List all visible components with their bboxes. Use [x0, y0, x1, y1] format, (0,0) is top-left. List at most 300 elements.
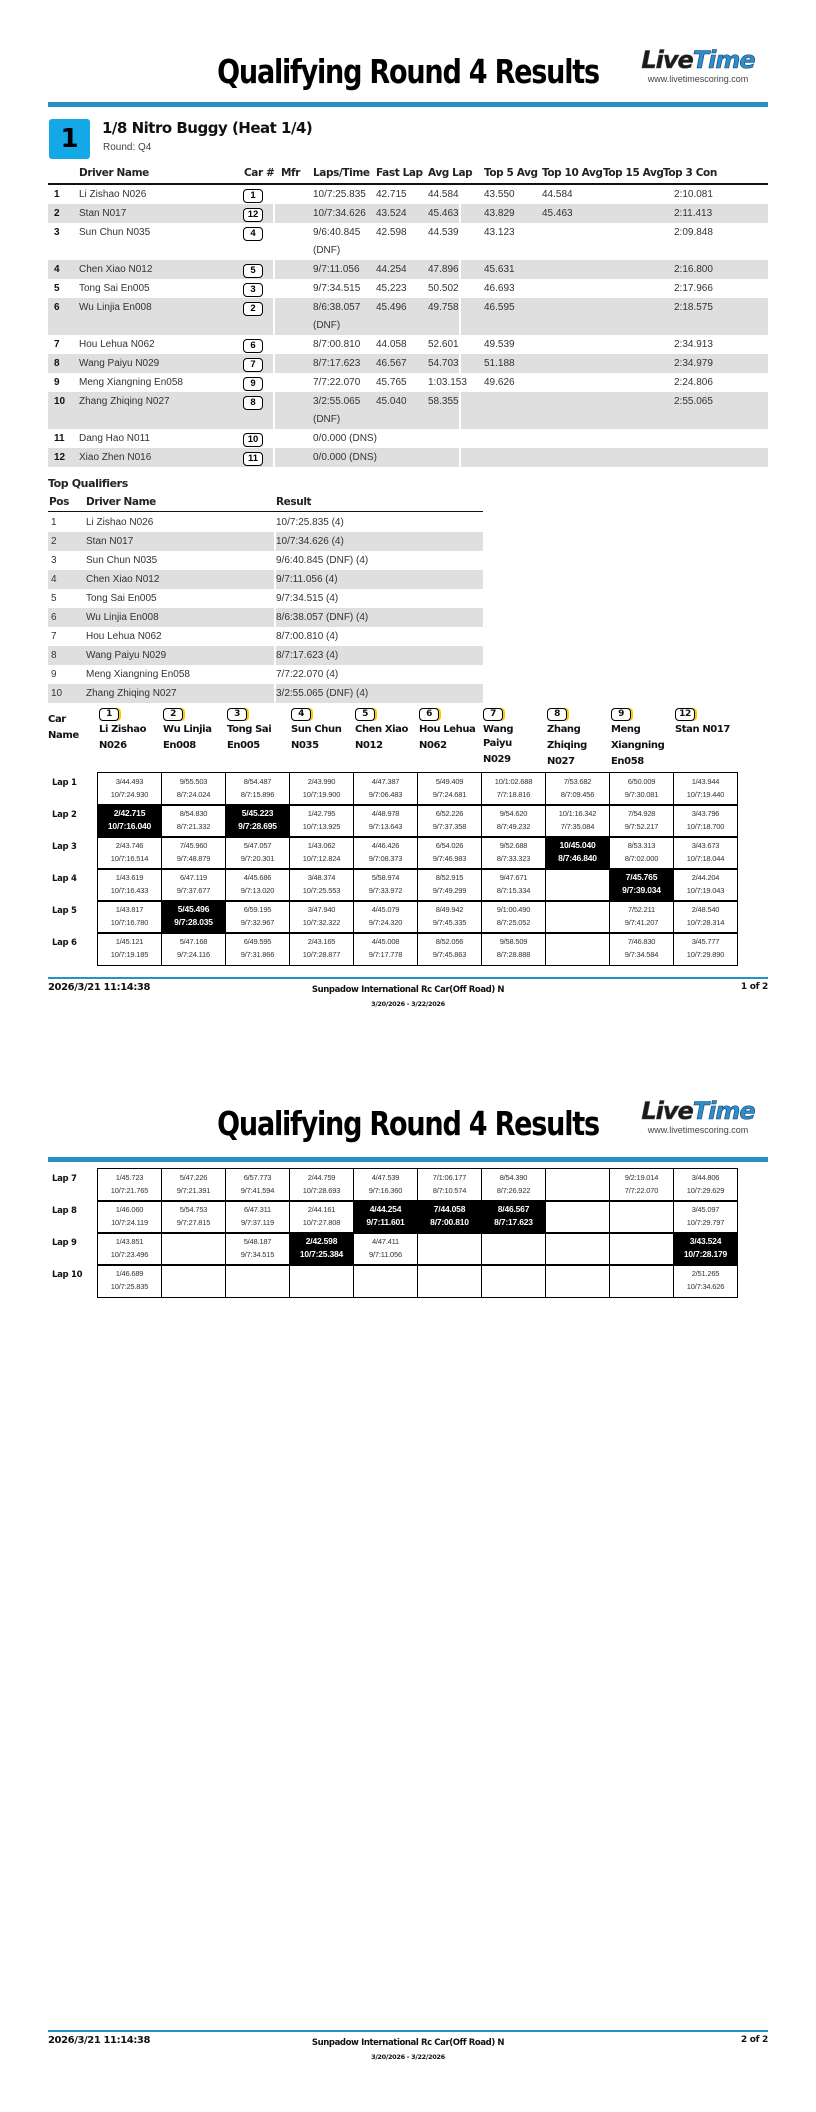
lap-cell[interactable] [417, 836, 482, 870]
lap-cell[interactable] [673, 772, 738, 806]
laps-total-time: 10/7:16.040 [107, 821, 152, 831]
results-row[interactable] [48, 392, 768, 429]
lap-cell[interactable] [609, 1168, 674, 1202]
lap-row [48, 900, 768, 932]
lap-cell[interactable] [417, 1168, 482, 1202]
cell-driver: Li Zishao N026 [79, 189, 147, 200]
lap-cell[interactable] [225, 868, 290, 902]
driver-name: Wu Linjia En008 [86, 612, 159, 623]
col-laps-time: Laps/Time [313, 167, 370, 179]
results-row[interactable] [48, 279, 768, 298]
lap-cell[interactable] [97, 836, 162, 870]
driver-name: N062 [419, 740, 447, 751]
lap-position-time: 2/43.746 [115, 841, 144, 850]
lap-cell[interactable] [673, 804, 738, 838]
laps-total-time: 8/7:33.323 [496, 854, 531, 863]
car-number-badge: 8 [243, 396, 263, 410]
lap-position-time: 5/45.223 [241, 808, 274, 818]
result: 9/7:34.515 (4) [276, 593, 339, 604]
lap-position-time: 9/55.503 [179, 777, 208, 786]
top-qualifier-row[interactable] [48, 570, 483, 589]
cell-fast: 45.223 [376, 283, 407, 294]
lap-cell-fastest[interactable] [161, 900, 226, 934]
lap-cell-empty[interactable] [225, 1264, 290, 1298]
lap-cell-empty[interactable] [161, 1232, 226, 1266]
laps-total-time: 10/7:21.765 [110, 1186, 149, 1195]
position: 6 [54, 302, 60, 313]
lap-cell-empty[interactable] [545, 1200, 610, 1234]
cell-avg: 52.601 [428, 339, 459, 350]
lap-cell[interactable] [353, 804, 418, 838]
footer-page-number: 1 of 2 [740, 982, 768, 992]
lap-cell[interactable] [609, 932, 674, 966]
top-qualifier-row[interactable] [48, 646, 483, 665]
position: 2 [54, 208, 60, 219]
lap-cell[interactable] [161, 868, 226, 902]
lap-cell[interactable] [353, 900, 418, 934]
lap-position-time: 9/1:00.490 [496, 905, 531, 914]
laps-total-time: 10/7:19.185 [110, 950, 149, 959]
cell-divider [459, 354, 461, 373]
lap-position-time: 6/59.195 [243, 905, 272, 914]
laps-total-time: 9/7:41.594 [240, 1186, 275, 1195]
lap-cell[interactable] [481, 1168, 546, 1202]
col-top10: Top 10 Avg [542, 167, 603, 179]
position: 2 [51, 536, 57, 547]
lap-position-time: 1/45.723 [115, 1173, 144, 1182]
driver-name: Stan N017 [675, 724, 730, 735]
lap-position-time: 1/43.619 [115, 873, 144, 882]
lap-cell[interactable] [289, 1200, 354, 1234]
lap-cell[interactable] [353, 1232, 418, 1266]
lap-cell[interactable] [289, 1168, 354, 1202]
top-qualifier-row[interactable] [48, 589, 483, 608]
lap-position-time: 3/43.524 [689, 1236, 722, 1246]
lap-cell[interactable] [545, 772, 610, 806]
cell-divider [273, 260, 275, 279]
lap-position-time: 9/58.509 [499, 937, 528, 946]
top-qualifier-row[interactable] [48, 684, 483, 703]
lap-position-time: 3/43.673 [691, 841, 720, 850]
results-header [48, 164, 768, 185]
position: 7 [51, 631, 57, 642]
top-qualifier-row[interactable] [48, 513, 483, 532]
cell-top5: 46.693 [484, 283, 515, 294]
lap-cell[interactable] [161, 772, 226, 806]
cell-driver: Wu Linjia En008 [79, 302, 152, 313]
cell-fast: 43.524 [376, 208, 407, 219]
cell-divider [459, 392, 461, 429]
footer-page-number: 2 of 2 [740, 2035, 768, 2045]
lap-cell[interactable] [161, 836, 226, 870]
lap-cell[interactable] [225, 772, 290, 806]
lap-position-time: 1/43.851 [115, 1237, 144, 1246]
lap-cell[interactable] [481, 772, 546, 806]
lap-position-time: 5/47.168 [179, 937, 208, 946]
laps-total-time: 10/7:16.433 [110, 886, 149, 895]
driver-name: Stan N017 [86, 536, 134, 547]
lap-position-time: 1/43.817 [115, 905, 144, 914]
lap-cell[interactable] [481, 932, 546, 966]
car-number-badge: 4 [291, 708, 311, 721]
footer-date-range: 3/20/2026 - 3/22/2026 [371, 1000, 445, 1008]
lap-cell[interactable] [161, 804, 226, 838]
result: 10/7:25.835 (4) [276, 517, 344, 528]
laps-total-time: 9/7:13.020 [240, 886, 275, 895]
laps-total-time: 7/7:22.070 [624, 1186, 659, 1195]
lap-cell-empty[interactable] [417, 1232, 482, 1266]
lap-cell-empty[interactable] [545, 900, 610, 934]
lap-position-time: 8/49.942 [435, 905, 464, 914]
logo-url[interactable]: www.livetimescoring.com [647, 1125, 749, 1135]
top-qualifiers-title: Top Qualifiers [48, 477, 128, 490]
lap-row [48, 1232, 768, 1264]
cell-top5: 43.123 [484, 227, 515, 238]
lap-cell[interactable] [225, 932, 290, 966]
position: 4 [54, 264, 60, 275]
laps-total-time: 10/7:29.797 [686, 1218, 725, 1227]
results-row[interactable] [48, 185, 768, 204]
lap-position-time: 10/45.040 [559, 840, 596, 850]
driver-name: Zhiqing [547, 740, 587, 751]
results-row[interactable] [48, 354, 768, 373]
top-qualifier-row[interactable] [48, 665, 483, 684]
cell-top10: 44.584 [542, 189, 573, 200]
laps-total-time: 10/7:28.179 [683, 1249, 728, 1259]
lap-cell[interactable] [225, 1232, 290, 1266]
lap-cell[interactable] [97, 868, 162, 902]
lap-position-time: 9/52.688 [499, 841, 528, 850]
driver-name: En005 [227, 740, 260, 751]
cell-driver: Wang Paiyu N029 [79, 358, 160, 369]
laps-total-time: 10/7:19.440 [686, 790, 725, 799]
car-column-header [99, 708, 161, 753]
lap-label: Lap 8 [52, 1206, 77, 1216]
laps-total-time: 10/7:12.824 [302, 854, 341, 863]
lap-cell[interactable] [353, 932, 418, 966]
laps-total-time: 9/7:20.301 [240, 854, 275, 863]
results-row[interactable] [48, 429, 768, 448]
lap-cell[interactable] [289, 868, 354, 902]
top-qualifiers-header [48, 494, 483, 512]
car-column-header [227, 708, 289, 753]
lap-cell-empty[interactable] [289, 1264, 354, 1298]
footer-datetime: 2026/3/21 11:14:38 [48, 982, 151, 993]
top-qualifier-row[interactable] [48, 551, 483, 570]
lap-cell[interactable] [353, 868, 418, 902]
lap-position-time: 5/54.753 [179, 1205, 208, 1214]
lap-position-time: 3/45.097 [691, 1205, 720, 1214]
cell-top3con: 2:18.575 [674, 302, 713, 313]
lap-position-time: 1/46.689 [115, 1269, 144, 1278]
car-column-header [547, 708, 609, 769]
driver-name: En058 [611, 756, 644, 767]
lap-cell-empty[interactable] [545, 868, 610, 902]
laps-total-time: 8/7:09.456 [560, 790, 595, 799]
lap-cell[interactable] [225, 900, 290, 934]
lap-label: Lap 4 [52, 874, 77, 884]
lap-position-time: 7/52.211 [627, 905, 656, 914]
laps-total-time: 10/7:29.629 [686, 1186, 725, 1195]
laps-total-time: 9/7:13.643 [368, 822, 403, 831]
position: 1 [54, 189, 60, 200]
laps-total-time: 9/7:16.360 [368, 1186, 403, 1195]
cell-top3con: 2:34.913 [674, 339, 713, 350]
driver-name: Chen Xiao [355, 724, 408, 735]
lap-position-time: 2/44.161 [307, 1205, 336, 1214]
lap-position-time: 4/47.411 [371, 1237, 400, 1246]
lap-cell[interactable] [673, 900, 738, 934]
cell-top3con: 2:11.413 [674, 208, 713, 219]
lap-cell[interactable] [161, 932, 226, 966]
lap-cell[interactable] [673, 1264, 738, 1298]
lap-position-time: 6/57.773 [243, 1173, 272, 1182]
cell-laps: 0/0.000 (DNS) [313, 433, 377, 444]
results-row[interactable] [48, 223, 768, 260]
cell-laps: 10/7:34.626 [313, 208, 366, 219]
cell-top5: 46.595 [484, 302, 515, 313]
lap-position-time: 4/45.008 [371, 937, 400, 946]
cell-top10: 45.463 [542, 208, 573, 219]
lap-position-time: 5/47.226 [179, 1173, 208, 1182]
lap-cell[interactable] [225, 1200, 290, 1234]
laps-total-time: 10/7:16.780 [110, 918, 149, 927]
lap-row [48, 1200, 768, 1232]
lap-cell[interactable] [481, 868, 546, 902]
car-column-header [419, 708, 481, 753]
lap-cell-empty[interactable] [417, 1264, 482, 1298]
position: 8 [54, 358, 60, 369]
cell-driver: Chen Xiao N012 [79, 264, 153, 275]
lap-position-time: 9/2:19.014 [624, 1173, 659, 1182]
lap-position-time: 6/47.311 [243, 1205, 272, 1214]
result: 10/7:34.626 (4) [276, 536, 344, 547]
lap-cell[interactable] [353, 1168, 418, 1202]
cell-driver: Meng Xiangning En058 [79, 377, 183, 388]
lap-cell[interactable] [481, 804, 546, 838]
driver-name: Xiangning [611, 740, 665, 751]
lap-label: Lap 6 [52, 938, 77, 948]
laps-total-time: 9/7:06.483 [368, 790, 403, 799]
cell-fast: 45.496 [376, 302, 407, 313]
position: 9 [51, 669, 57, 680]
laps-total-time: 10/7:28.314 [686, 918, 725, 927]
cell-fast: 42.598 [376, 227, 407, 238]
cell-fast: 46.567 [376, 358, 407, 369]
cell-divider [273, 392, 275, 429]
lap-position-time: 7/54.928 [627, 809, 656, 818]
lap-cell[interactable] [673, 868, 738, 902]
footer-divider [48, 977, 768, 979]
lap-cell[interactable] [417, 900, 482, 934]
cell-laps: 10/7:25.835 [313, 189, 366, 200]
lap-cell-empty[interactable] [481, 1264, 546, 1298]
lap-position-time: 10/1:16.342 [558, 809, 597, 818]
col-driver-name: Driver Name [79, 167, 149, 179]
lap-cell-fastest[interactable] [673, 1232, 738, 1266]
lap-cell[interactable] [417, 932, 482, 966]
lap-cell-empty[interactable] [545, 1232, 610, 1266]
cell-laps: 0/0.000 (DNS) [313, 452, 377, 463]
lap-cell[interactable] [289, 836, 354, 870]
result: 8/7:17.623 (4) [276, 650, 339, 661]
cell-fast: 42.715 [376, 189, 407, 200]
logo-url[interactable]: www.livetimescoring.com [647, 74, 749, 84]
lap-cell[interactable] [673, 932, 738, 966]
position: 4 [51, 574, 57, 585]
cell-driver: Dang Hao N011 [79, 433, 150, 444]
lap-cell[interactable] [97, 900, 162, 934]
lap-cell-fastest[interactable] [353, 1200, 418, 1234]
cell-divider [459, 448, 461, 467]
lap-cell-empty[interactable] [545, 1168, 610, 1202]
lap-label: Lap 3 [52, 842, 77, 852]
cell-laps-status: (DNF) [313, 414, 341, 425]
col-top15: Top 15 Avg [603, 167, 664, 179]
lap-cell-empty[interactable] [609, 1264, 674, 1298]
lap-cell[interactable] [289, 804, 354, 838]
lap-cell[interactable] [545, 804, 610, 838]
livetime-logo: LiveTime www.livetimescoring.com [628, 47, 768, 84]
driver-name: Chen Xiao N012 [86, 574, 160, 585]
lap-label: Lap 1 [52, 778, 77, 788]
driver-name: Zhang Zhiqing N027 [86, 688, 177, 699]
lap-cell-empty[interactable] [609, 1232, 674, 1266]
lap-cell[interactable] [609, 836, 674, 870]
lap-position-time: 4/44.254 [369, 1204, 402, 1214]
laps-total-time: 10/7:16.514 [110, 854, 149, 863]
laps-total-time: 8/7:49.232 [496, 822, 531, 831]
laps-total-time: 10/7:24.930 [110, 790, 149, 799]
lap-position-time: 3/44.493 [115, 777, 144, 786]
lap-position-time: 5/47.057 [243, 841, 272, 850]
lap-position-time: 8/46.567 [497, 1204, 530, 1214]
lap-cell-fastest[interactable] [97, 804, 162, 838]
position: 7 [54, 339, 60, 350]
lap-cell[interactable] [609, 772, 674, 806]
cell-laps: 3/2:55.065 [313, 396, 361, 407]
lap-cell[interactable] [417, 868, 482, 902]
lap-cell[interactable] [417, 772, 482, 806]
lap-cell[interactable] [97, 1264, 162, 1298]
lap-cell-empty[interactable] [545, 932, 610, 966]
result: 8/6:38.057 (DNF) (4) [276, 612, 369, 623]
laps-total-time: 9/7:37.677 [176, 886, 211, 895]
position: 5 [51, 593, 57, 604]
lap-cell[interactable] [161, 1200, 226, 1234]
lap-cell-empty[interactable] [481, 1232, 546, 1266]
lap-cell[interactable] [353, 772, 418, 806]
col-avg-lap: Avg Lap [428, 167, 473, 179]
laps-total-time: 10/7:25.553 [302, 886, 341, 895]
cell-divider [273, 298, 275, 335]
driver-name: Tong Sai [227, 724, 272, 735]
cell-driver: Zhang Zhiqing N027 [79, 396, 170, 407]
lap-cell-empty[interactable] [353, 1264, 418, 1298]
driver-name: Sun Chun [291, 724, 342, 735]
lap-cell[interactable] [97, 1232, 162, 1266]
driver-name: Wang Paiyu [483, 724, 514, 749]
lap-cell-empty[interactable] [545, 1264, 610, 1298]
cell-avg: 44.539 [428, 227, 459, 238]
col-mfr: Mfr [281, 167, 300, 179]
lap-cell[interactable] [673, 1168, 738, 1202]
lap-cell[interactable] [161, 1168, 226, 1202]
lap-position-time: 1/43.062 [307, 841, 336, 850]
lap-cell-fastest[interactable] [481, 1200, 546, 1234]
lap-cell[interactable] [481, 836, 546, 870]
lap-row [48, 1264, 768, 1296]
lap-cell[interactable] [673, 1200, 738, 1234]
cell-laps-status: (DNF) [313, 320, 341, 331]
results-row[interactable] [48, 204, 768, 223]
car-number-badge: 12 [675, 708, 695, 721]
lap-position-time: 2/44.204 [691, 873, 720, 882]
col-top3con: Top 3 Con [663, 167, 717, 179]
lap-label: Lap 2 [52, 810, 77, 820]
car-number-badge: 2 [163, 708, 183, 721]
top-qualifier-row[interactable] [48, 608, 483, 627]
lap-cell[interactable] [673, 836, 738, 870]
footer-event: Sunpadow International Rc Car(Off Road) N [311, 2038, 505, 2048]
lap-cell[interactable] [417, 804, 482, 838]
lap-cell[interactable] [609, 900, 674, 934]
lap-cell[interactable] [97, 772, 162, 806]
position: 1 [51, 517, 57, 528]
lap-cell[interactable] [97, 1200, 162, 1234]
results-row[interactable] [48, 373, 768, 392]
laps-total-time: 10/7:32.322 [302, 918, 341, 927]
top-qualifier-row[interactable] [48, 627, 483, 646]
laps-total-time: 8/7:25.052 [496, 918, 531, 927]
lap-cell[interactable] [225, 836, 290, 870]
lap-cell[interactable] [289, 932, 354, 966]
footer-date-range: 3/20/2026 - 3/22/2026 [371, 2053, 445, 2061]
laps-total-time: 9/7:28.035 [174, 917, 213, 927]
lap-cell[interactable] [289, 772, 354, 806]
lap-cell-fastest[interactable] [289, 1232, 354, 1266]
lap-cell-fastest[interactable] [545, 836, 610, 870]
results-row[interactable] [48, 448, 768, 467]
results-row[interactable] [48, 260, 768, 279]
lap-cell[interactable] [609, 804, 674, 838]
lap-cell[interactable] [481, 900, 546, 934]
results-row[interactable] [48, 335, 768, 354]
lap-cell-empty[interactable] [161, 1264, 226, 1298]
car-column-header [291, 708, 353, 753]
top-qualifier-row[interactable] [48, 532, 483, 551]
lap-cell-fastest[interactable] [225, 804, 290, 838]
position: 10 [51, 688, 63, 699]
results-row[interactable] [48, 298, 768, 335]
lap-cell-fastest[interactable] [609, 868, 674, 902]
laps-total-time: 8/7:15.334 [496, 886, 531, 895]
lap-cell-empty[interactable] [609, 1200, 674, 1234]
results-table [48, 185, 768, 467]
lap-cell[interactable] [289, 900, 354, 934]
lap-cell-fastest[interactable] [417, 1200, 482, 1234]
lap-position-time: 8/54.830 [179, 809, 208, 818]
lap-cell[interactable] [353, 836, 418, 870]
lap-cell[interactable] [97, 1168, 162, 1202]
laps-total-time: 10/7:25.384 [299, 1249, 344, 1259]
driver-name: N029 [483, 754, 511, 765]
laps-total-time: 9/7:33.972 [368, 886, 403, 895]
laps-total-time: 8/7:00.810 [430, 1217, 469, 1227]
lap-cell[interactable] [225, 1168, 290, 1202]
lap-position-time: 8/54.487 [243, 777, 272, 786]
lap-cell[interactable] [97, 932, 162, 966]
